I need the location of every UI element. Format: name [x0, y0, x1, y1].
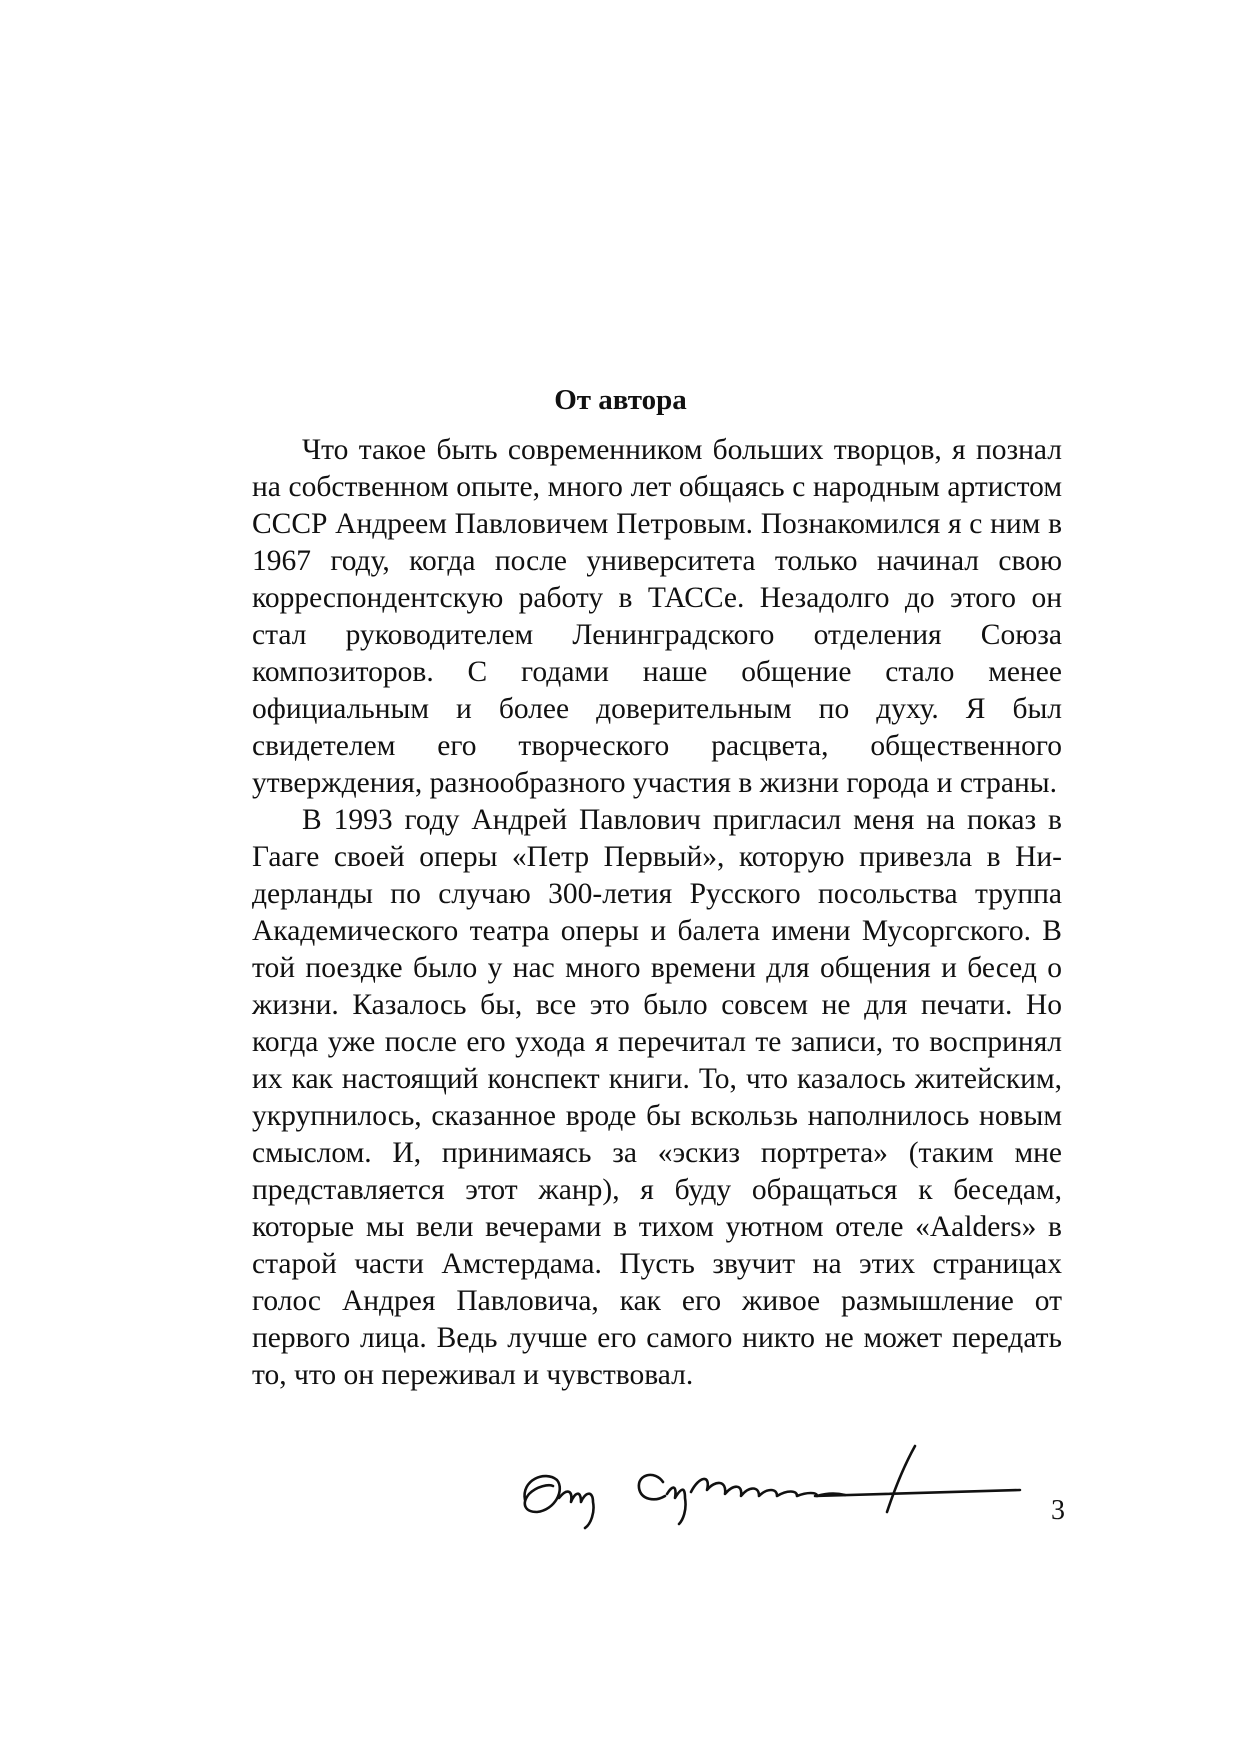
signature-stroke-u: [667, 1488, 686, 1524]
paragraph-1: Что такое быть современником больших творцов, я познал на собственном опыте, много лет общаясь с народным артистом СССР Андреем Павловичем Петровым. Познакомился я с ним в 1967 году, когда после университета только начинал свою корреспондентскую работу в ТАССе. Незадолго до этого он стал руководителем Ленинградского отделения Союза композиторов. С годами наше общение стало менее официальным и более доверительным по духу. Я был свидетелем его творческого расцвета, общественного утверждения, разнообразного участия в жизни города и страны.: [252, 434, 1062, 799]
signature-stroke-mid: [691, 1479, 845, 1496]
page-number: 3: [1051, 1495, 1065, 1526]
signature-stroke-lg: [559, 1492, 594, 1528]
signature-stroke-o: [525, 1476, 560, 1512]
author-signature: [515, 1440, 1035, 1550]
signature-stroke-line: [815, 1490, 1020, 1496]
page-title: От автора: [554, 384, 687, 416]
signature-stroke-t: [887, 1446, 915, 1512]
body-text: [252, 432, 1062, 1394]
signature-stroke-s: [639, 1475, 665, 1499]
paragraph-2: В 1993 году Андрей Павлович пригласил меня на показ в Гааге своей оперы «Петр Первый», которую привезла в Нидерланды по случаю 300-летия Русского посольства труппа Академического театра оперы и балета имени Мусоргского. В той поездке было у нас много времени для общения и бесед о жизни. Казалось бы, все это было совсем не для печати. Но когда уже после его ухода я перечитал те записи, то воспринял их как настоящий конспект книги. То, что казалось житейским, укрупнилось, сказанное вроде бы вскользь наполнилось новым смыслом. И, принимаясь за «эскиз портрета» (таким мне представляется этот жанр), я буду обращаться к беседам, которые мы вели вечерами в тихом уютном отеле «Aalders» в старой части Амстердама. Пусть звучит на этих страницах голос Андрея Павловича, как его живое размышление от первого лица. Ведь лучше его самого никто не может передать то, что он переживал и чувствовал.: [252, 804, 1062, 1391]
